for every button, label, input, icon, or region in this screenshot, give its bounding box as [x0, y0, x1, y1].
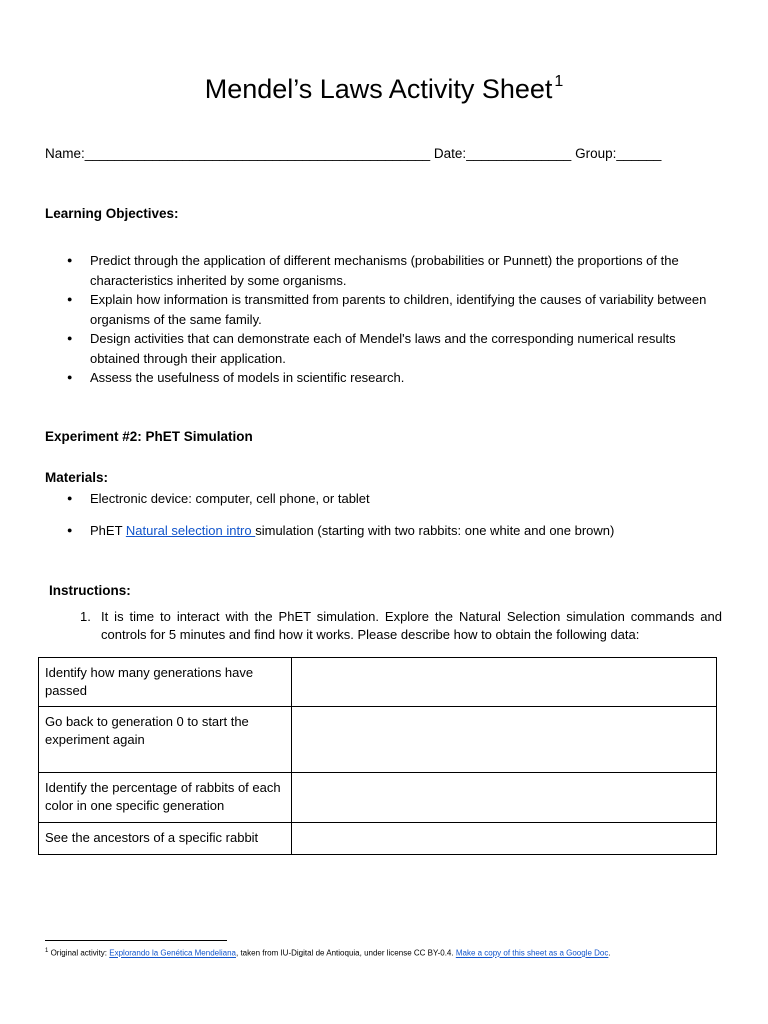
- list-item: [65, 521, 725, 541]
- footnote: [45, 948, 611, 958]
- step-text: It is time to interact with the PhET simulation. Explore the Natural Selection simulation commands and controls for 5 minutes and find how it works. Please describe how to obtain the following data:: [101, 609, 722, 642]
- table-answer-cell[interactable]: [292, 658, 717, 707]
- footnote-prefix: Original activity:: [48, 948, 110, 958]
- materials-heading: Materials:: [45, 470, 109, 485]
- instruction-step: [80, 608, 722, 644]
- footnote-divider: [45, 940, 227, 941]
- learning-objectives-heading: Learning Objectives:: [45, 206, 179, 221]
- list-item: ● Design activities that can demonstrate each of Mendel's laws and the corresponding numerical results obtained through their application.: [65, 329, 725, 368]
- list-item: ● Explain how information is transmitted from parents to children, identifying the causes of variability between organisms of the same family.: [65, 290, 725, 329]
- list-item: ● Predict through the application of different mechanisms (probabilities or Punnett) the proportions of the characteristics inherited by some organisms.: [65, 251, 725, 290]
- table-question-cell: Identify how many generations have passed: [39, 658, 292, 707]
- date-blank: ______________: [466, 146, 572, 161]
- group-blank: ______: [616, 146, 662, 161]
- name-date-group-line: [45, 146, 661, 161]
- table-question-cell: Identify the percentage of rabbits of each color in one specific generation: [39, 773, 292, 823]
- table-question-cell: Go back to generation 0 to start the experiment again: [39, 707, 292, 773]
- table-answer-cell[interactable]: [292, 823, 717, 855]
- title-footnote-mark: 1: [554, 73, 564, 90]
- footnote-source-link[interactable]: Explorando la Genética Mendeliana: [109, 948, 236, 958]
- table-answer-cell[interactable]: [292, 707, 717, 773]
- page-title: [0, 64, 768, 107]
- list-item: ● Assess the usefulness of models in scientific research.: [65, 368, 725, 388]
- footnote-mark: 1: [45, 948, 49, 954]
- learning-objectives-list: [65, 251, 725, 388]
- name-label: Name:: [45, 146, 85, 161]
- table-row: [39, 773, 717, 823]
- group-label: Group:: [575, 146, 617, 161]
- name-blank: ______________________________________________: [84, 146, 431, 161]
- instructions-heading: Instructions:: [49, 583, 131, 598]
- materials-list: [65, 489, 725, 540]
- material-suffix: simulation (starting with two rabbits: one white and one brown): [255, 522, 615, 538]
- step-number: 1.: [80, 609, 91, 624]
- table-row: [39, 707, 717, 773]
- date-label: Date:: [433, 146, 467, 161]
- footnote-end: .: [608, 948, 611, 958]
- google-doc-copy-link[interactable]: Make a copy of this sheet as a Google Doc: [455, 948, 609, 958]
- footnote-middle: , taken from IU-Digital de Antioquia, under license CC BY-0.4.: [236, 948, 456, 958]
- table-row: [39, 658, 717, 707]
- natural-selection-link[interactable]: Natural selection intro: [125, 522, 256, 538]
- table-row: [39, 823, 717, 855]
- list-item: ● Electronic device: computer, cell phone, or tablet: [65, 489, 725, 509]
- table-answer-cell[interactable]: [292, 773, 717, 823]
- experiment-heading: Experiment #2: PhET Simulation: [45, 429, 253, 444]
- answer-table: [38, 657, 717, 855]
- table-question-cell: See the ancestors of a specific rabbit: [39, 823, 292, 855]
- material-prefix: PhET: [90, 522, 126, 538]
- title-text: Mendel’s Laws Activity Sheet: [204, 74, 553, 104]
